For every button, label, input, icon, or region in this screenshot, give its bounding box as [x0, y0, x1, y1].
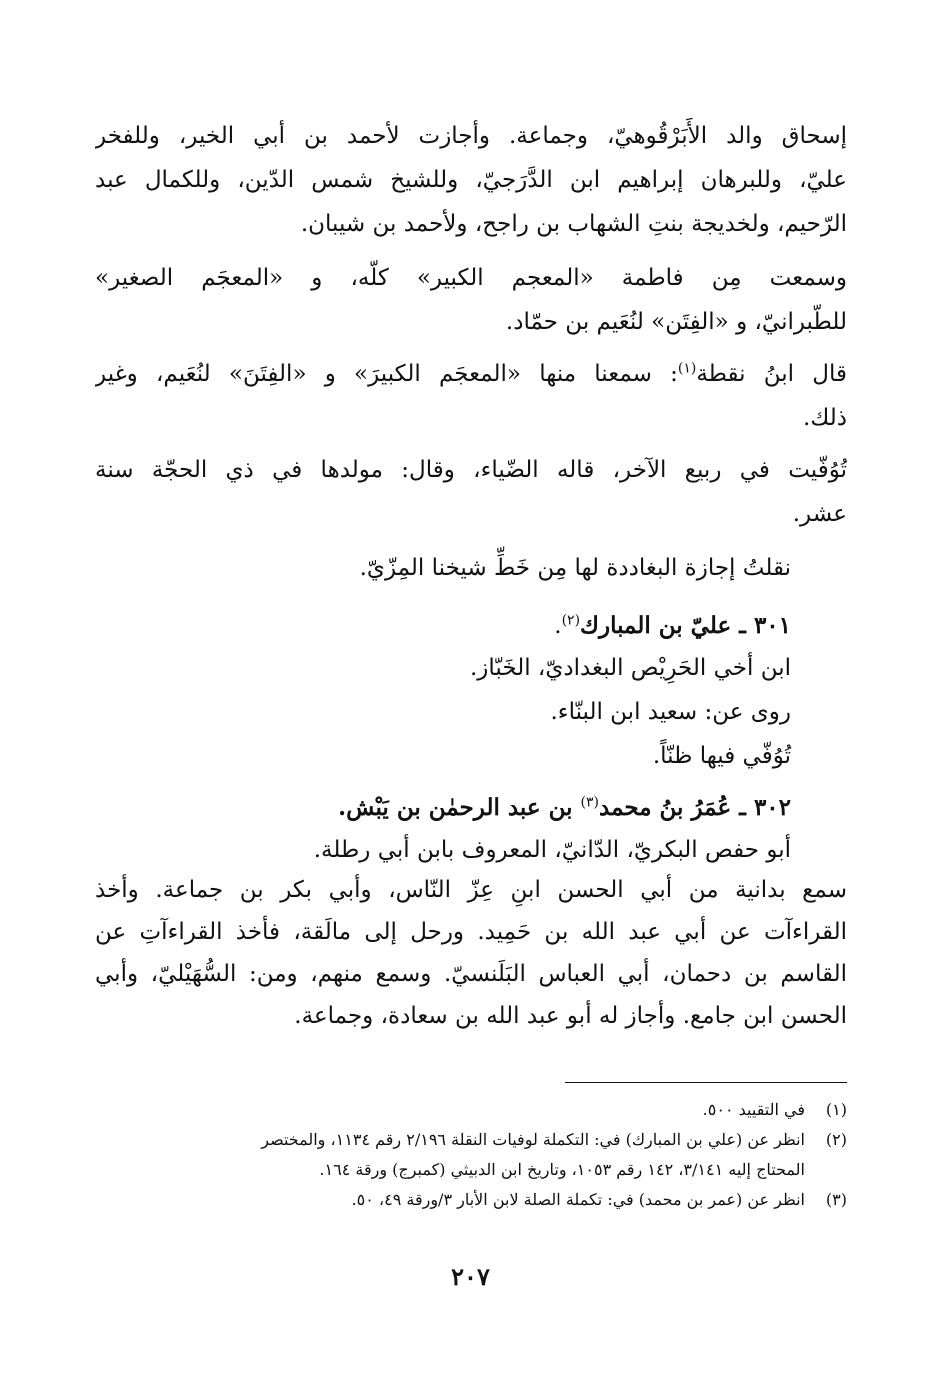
paragraph-3-line-2: ذلك.	[803, 405, 847, 431]
entry-302-title-part-1: ٣٠٢ ـ عُمَرُ بنُ محمد	[599, 794, 791, 821]
footnote-3	[95, 1186, 847, 1214]
footnote-1-text: في التقييد ٥٠٠.	[702, 1100, 805, 1119]
entry-301-title-end: .	[554, 613, 562, 639]
entry-301-title: ٣٠١ ـ عليّ بن المبارك	[580, 612, 791, 639]
footnote-3-number: (٣)	[825, 1190, 847, 1209]
footnote-2-number: (٢)	[825, 1130, 847, 1149]
paragraph-1-line-2: عليّ، وللبرهان إبراهيم ابن الدَّرَجيّ، وللشيخ شمس الدّين، وللكمال عبد	[95, 167, 847, 193]
footnote-1	[95, 1096, 847, 1124]
footnotes	[95, 0, 847, 1240]
paragraph-1-line-3: الرّحيم، ولخديجة بنتِ الشهاب بن راجح، ولأحمد بن شيبان.	[300, 211, 847, 237]
footnote-2-continued	[95, 1156, 847, 1184]
entry-302-line-5: الحسن ابن جامع. وأجاز له أبو عبد الله بن سعادة، وجماعة.	[294, 1003, 847, 1029]
paragraph-4-line-2: عشر.	[792, 501, 847, 527]
entry-301-line-3: تُوُفّي فيها ظنّاً.	[652, 743, 791, 769]
footnote-marker-2: (٢)	[561, 612, 581, 629]
footnote-2-text-line-2: المحتاج إليه ٣/١٤١، ١٤٢ رقم ١٠٥٣، وتاريخ ابن الدبيثي (كمبرج) ورقة ١٦٤.	[319, 1160, 805, 1179]
footnote-2	[95, 1126, 847, 1154]
footnote-3-text: انظر عن (عمر بن محمد) في: تكملة الصلة لابن الأبار ٣/ورقة ٤٩، ٥٠.	[351, 1190, 805, 1209]
entry-302-line-3: القراءآت عن أبي عبد الله بن حَمِيد. ورحل إلى مالَقة، فأخذ القراءآتِ عن	[95, 919, 847, 945]
entry-302-title-part-2: بن عبد الرحمٰن بن يَبْش.	[338, 794, 581, 821]
footnote-1-number: (١)	[825, 1100, 847, 1119]
paragraph-1-line-1: إسحاق والد الأَبَرْقُوهيّ، وجماعة. وأجازت لأحمد بن أبي الخير، وللفخر	[95, 123, 847, 149]
paragraph-3-start: قال ابنُ نقطة	[696, 361, 847, 387]
paragraph-5: نقلتُ إجازة البغاددة لها مِن خَطِّ شيخنا المِزّيّ.	[359, 555, 791, 581]
entry-301-line-2: روى عن: سعيد ابن البنّاء.	[550, 699, 791, 725]
page-number: ٢٠٧	[451, 1262, 490, 1291]
footnote-marker-3: (٣)	[580, 794, 599, 811]
entry-301-line-1: ابن أخي الحَرِيْص البغداديّ، الخَبّاز.	[469, 655, 791, 681]
footnote-marker-1: (١)	[677, 360, 697, 377]
paragraph-2-line-2: للطّبرانيّ، و «الفِتَن» لنُعَيم بن حمّاد.	[505, 309, 847, 335]
entry-302-line-1: أبو حفص البكريّ، الدّانيّ، المعروف بابن أبي رطلة.	[313, 837, 791, 863]
entry-302-line-2: سمع بدانية من أبي الحسن ابنِ عِزّ النّاس، وأبي بكر بن جماعة. وأخذ	[95, 877, 847, 903]
paragraph-3-rest: : سمعنا منها «المعجَم الكبيرَ» و «الفِتَنَ» لنُعَيم، وغير	[95, 361, 678, 387]
footnote-2-text-line-1: انظر عن (علي بن المبارك) في: التكملة لوفيات النقلة ٢/١٩٦ رقم ١١٣٤، والمختصر	[261, 1130, 805, 1149]
entry-302-line-4: القاسم بن دحمان، أبي العباس البَلَنسيّ. وسمع منهم، ومن: السُّهَيْليّ، وأبي	[95, 961, 847, 987]
paragraph-2-line-1: وسمعت مِن فاطمة «المعجم الكبير» كلّه، و «المعجَم الصغير»	[95, 265, 847, 291]
paragraph-4-line-1: تُوُفّيت في ربيع الآخر، قاله الضّياء، وقال: مولدها في ذي الحجّة سنة	[95, 457, 847, 483]
